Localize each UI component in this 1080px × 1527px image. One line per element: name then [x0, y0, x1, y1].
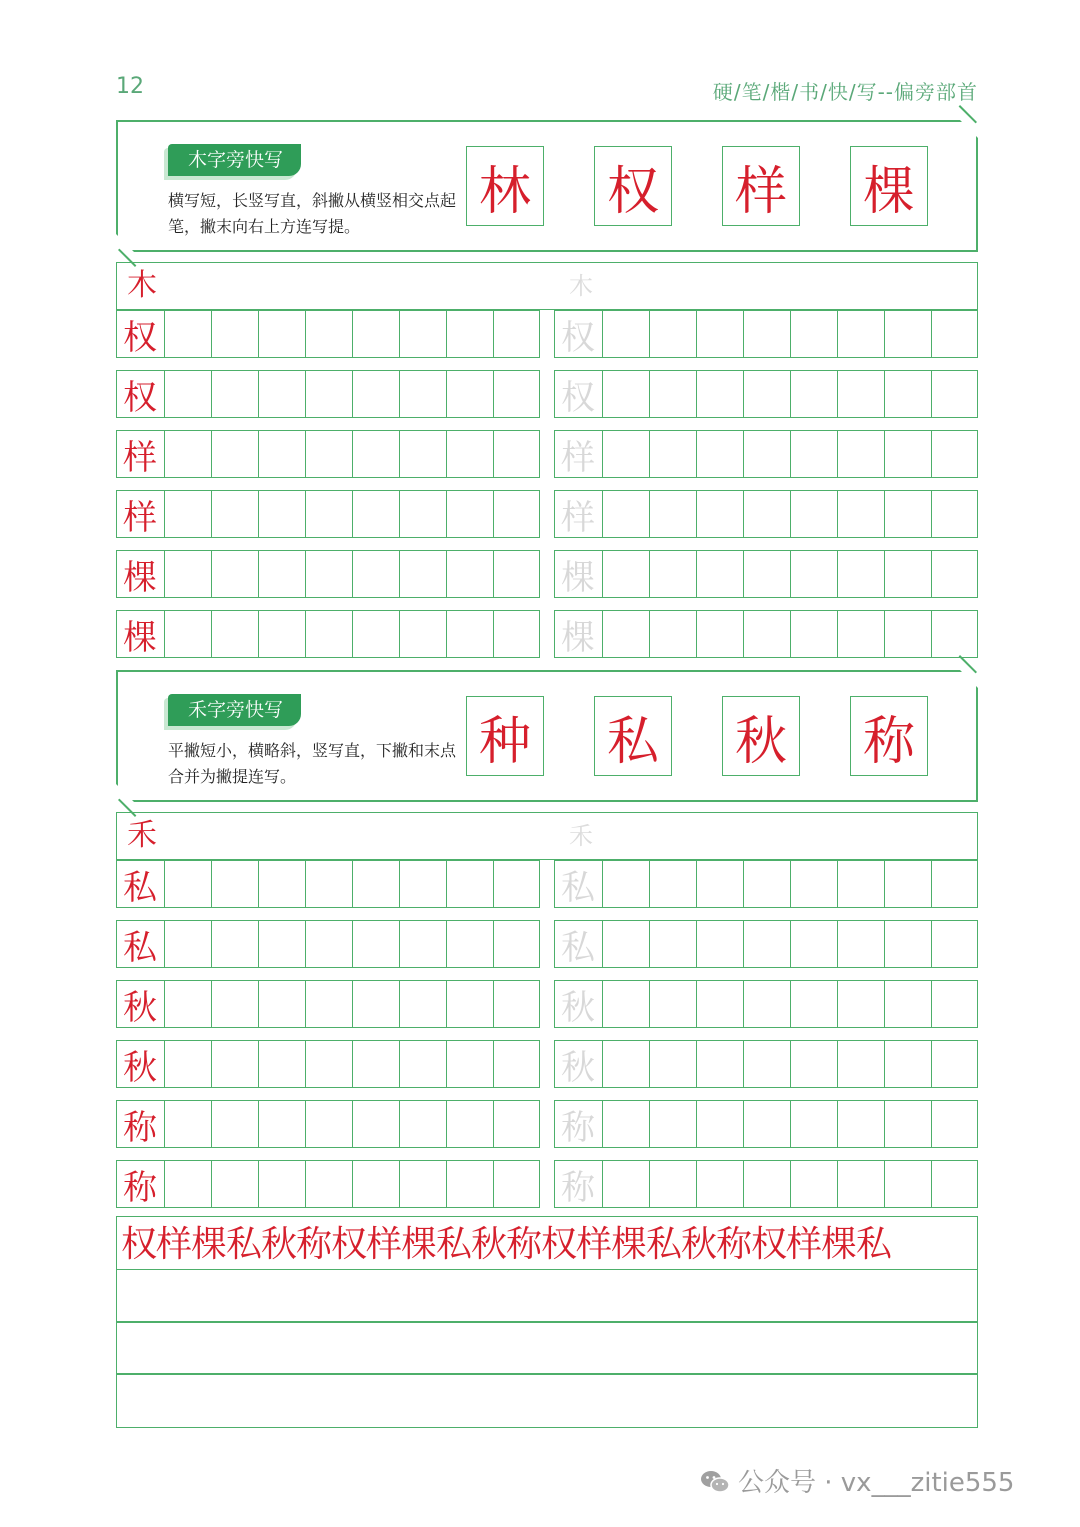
practice-row [116, 980, 540, 1028]
writing-cell[interactable] [743, 981, 790, 1027]
practice-row [116, 310, 540, 358]
writing-cell[interactable] [837, 371, 884, 417]
writing-cell[interactable] [352, 371, 399, 417]
writing-cell[interactable] [493, 371, 540, 417]
writing-cell[interactable] [164, 551, 211, 597]
writing-cell[interactable] [649, 551, 696, 597]
wechat-icon [700, 1469, 730, 1495]
watermark-text: 公众号 · vx___zitie555 [738, 1468, 1015, 1498]
trace-practice-row [554, 610, 978, 658]
writing-cell[interactable] [305, 921, 352, 967]
writing-cell[interactable] [790, 1041, 837, 1087]
practice-row [116, 1160, 540, 1208]
writing-cell[interactable] [602, 1041, 649, 1087]
writing-cell[interactable] [931, 491, 978, 537]
trace-practice-row [554, 980, 978, 1028]
blank-writing-line [116, 1322, 978, 1374]
writing-cell[interactable] [164, 431, 211, 477]
writing-cell[interactable] [837, 1041, 884, 1087]
writing-cell[interactable] [931, 1101, 978, 1147]
writing-cell[interactable] [211, 491, 258, 537]
trace-character: 称 [561, 1107, 595, 1148]
sample-character: 权 [123, 317, 157, 358]
sample-character: 棵 [123, 557, 157, 598]
model-character: 私 [594, 696, 672, 776]
writing-cell[interactable] [493, 1161, 540, 1207]
writing-cell[interactable] [884, 311, 931, 357]
writing-cell[interactable] [211, 861, 258, 907]
writing-cell[interactable] [305, 981, 352, 1027]
writing-cell[interactable] [399, 371, 446, 417]
writing-cell[interactable] [790, 981, 837, 1027]
writing-cell[interactable] [258, 431, 305, 477]
sample-character: 称 [123, 1107, 157, 1148]
sample-character: 样 [123, 437, 157, 478]
writing-cell[interactable] [884, 611, 931, 657]
writing-cell[interactable] [837, 431, 884, 477]
writing-cell[interactable] [164, 921, 211, 967]
writing-cell[interactable] [399, 311, 446, 357]
writing-cell[interactable] [399, 551, 446, 597]
writing-cell[interactable] [352, 611, 399, 657]
writing-cell[interactable] [837, 611, 884, 657]
writing-cell[interactable] [884, 981, 931, 1027]
model-character: 林 [466, 146, 544, 226]
writing-cell[interactable] [931, 1161, 978, 1207]
writing-cell[interactable] [649, 491, 696, 537]
writing-cell[interactable] [258, 371, 305, 417]
model-character: 秋 [722, 696, 800, 776]
writing-cell[interactable] [790, 491, 837, 537]
writing-cell[interactable] [258, 1041, 305, 1087]
writing-cell[interactable] [258, 981, 305, 1027]
writing-cell[interactable] [352, 1161, 399, 1207]
trace-character: 棵 [561, 557, 595, 598]
writing-cell[interactable] [258, 311, 305, 357]
writing-cell[interactable] [211, 551, 258, 597]
writing-cell[interactable] [602, 921, 649, 967]
model-character: 权 [594, 146, 672, 226]
writing-cell[interactable] [931, 861, 978, 907]
writing-cell[interactable] [884, 551, 931, 597]
writing-cell[interactable] [258, 551, 305, 597]
trace-practice-row [554, 490, 978, 538]
writing-cell[interactable] [211, 1101, 258, 1147]
writing-cell[interactable] [446, 551, 493, 597]
writing-cell[interactable] [493, 311, 540, 357]
writing-cell[interactable] [305, 311, 352, 357]
writing-cell[interactable] [352, 861, 399, 907]
writing-cell[interactable] [790, 861, 837, 907]
writing-cell[interactable] [837, 311, 884, 357]
model-character: 称 [850, 696, 928, 776]
writing-cell[interactable] [446, 1161, 493, 1207]
writing-cell[interactable] [602, 371, 649, 417]
writing-cell[interactable] [493, 431, 540, 477]
writing-cell[interactable] [352, 921, 399, 967]
radical-trace: 木 [569, 272, 593, 300]
writing-cell[interactable] [446, 921, 493, 967]
section-badge: 木字旁快写 [168, 144, 301, 176]
trace-character: 样 [561, 437, 595, 478]
trace-character: 秋 [561, 1047, 595, 1088]
trace-character: 称 [561, 1167, 595, 1208]
trace-character: 权 [561, 317, 595, 358]
writing-cell[interactable] [696, 1161, 743, 1207]
writing-cell[interactable] [493, 491, 540, 537]
model-character: 棵 [850, 146, 928, 226]
blank-writing-line [116, 1270, 978, 1322]
writing-cell[interactable] [602, 1101, 649, 1147]
writing-cell[interactable] [352, 431, 399, 477]
section-1-header-panel [116, 120, 978, 252]
writing-cell[interactable] [399, 611, 446, 657]
writing-cell[interactable] [696, 921, 743, 967]
trace-character: 私 [561, 927, 595, 968]
radical-row [116, 812, 978, 860]
writing-cell[interactable] [931, 371, 978, 417]
writing-cell[interactable] [305, 1161, 352, 1207]
writing-cell[interactable] [649, 311, 696, 357]
practice-row [116, 920, 540, 968]
writing-cell[interactable] [446, 431, 493, 477]
writing-cell[interactable] [743, 431, 790, 477]
writing-cell[interactable] [696, 551, 743, 597]
writing-cell[interactable] [743, 491, 790, 537]
writing-cell[interactable] [211, 1161, 258, 1207]
trace-practice-row [554, 430, 978, 478]
writing-cell[interactable] [211, 611, 258, 657]
writing-cell[interactable] [164, 981, 211, 1027]
section-2-header-panel [116, 670, 978, 802]
writing-cell[interactable] [649, 981, 696, 1027]
writing-cell[interactable] [743, 611, 790, 657]
trace-character: 棵 [561, 617, 595, 658]
trace-practice-row [554, 370, 978, 418]
writing-cell[interactable] [743, 861, 790, 907]
writing-cell[interactable] [884, 431, 931, 477]
writing-cell[interactable] [931, 921, 978, 967]
writing-cell[interactable] [884, 921, 931, 967]
writing-cell[interactable] [884, 1041, 931, 1087]
writing-cell[interactable] [649, 861, 696, 907]
practice-row [116, 370, 540, 418]
writing-cell[interactable] [696, 1041, 743, 1087]
sample-character: 棵 [123, 617, 157, 658]
writing-cell[interactable] [837, 981, 884, 1027]
writing-cell[interactable] [743, 371, 790, 417]
writing-cell[interactable] [493, 551, 540, 597]
writing-cell[interactable] [837, 1161, 884, 1207]
writing-cell[interactable] [884, 371, 931, 417]
writing-cell[interactable] [446, 1101, 493, 1147]
writing-cell[interactable] [258, 1101, 305, 1147]
writing-cell[interactable] [790, 921, 837, 967]
trace-practice-row [554, 550, 978, 598]
section-description: 平撇短小，横略斜，竖写直，下撇和末点合并为撇提连写。 [168, 741, 457, 786]
writing-cell[interactable] [493, 861, 540, 907]
writing-cell[interactable] [837, 491, 884, 537]
sample-character: 称 [123, 1167, 157, 1208]
writing-cell[interactable] [352, 551, 399, 597]
writing-cell[interactable] [399, 1041, 446, 1087]
writing-cell[interactable] [399, 431, 446, 477]
section-description: 横写短，长竖写直，斜撇从横竖相交点起笔，撇末向右上方连写提。 [168, 191, 457, 236]
writing-cell[interactable] [649, 921, 696, 967]
model-character: 样 [722, 146, 800, 226]
writing-cell[interactable] [602, 861, 649, 907]
writing-cell[interactable] [696, 491, 743, 537]
writing-cell[interactable] [164, 1101, 211, 1147]
writing-cell[interactable] [164, 861, 211, 907]
radical-sample: 木 [127, 268, 157, 303]
writing-cell[interactable] [258, 861, 305, 907]
trace-practice-row [554, 1100, 978, 1148]
writing-cell[interactable] [164, 1041, 211, 1087]
writing-cell[interactable] [743, 1161, 790, 1207]
sample-character: 私 [123, 927, 157, 968]
trace-practice-row [554, 1040, 978, 1088]
writing-cell[interactable] [352, 1041, 399, 1087]
passage-row [116, 1216, 978, 1270]
writing-cell[interactable] [696, 611, 743, 657]
writing-cell[interactable] [790, 431, 837, 477]
radical-sample: 禾 [127, 818, 157, 853]
writing-cell[interactable] [164, 1161, 211, 1207]
writing-cell[interactable] [305, 861, 352, 907]
writing-cell[interactable] [649, 1041, 696, 1087]
writing-cell[interactable] [305, 431, 352, 477]
writing-cell[interactable] [602, 1161, 649, 1207]
practice-row [116, 1100, 540, 1148]
writing-cell[interactable] [305, 551, 352, 597]
writing-cell[interactable] [602, 551, 649, 597]
writing-cell[interactable] [352, 311, 399, 357]
model-character: 种 [466, 696, 544, 776]
sample-character: 样 [123, 497, 157, 538]
writing-cell[interactable] [790, 611, 837, 657]
writing-cell[interactable] [211, 311, 258, 357]
running-title: 硬/笔/楷/书/快/写--偏旁部首 [712, 80, 978, 104]
writing-cell[interactable] [399, 491, 446, 537]
writing-cell[interactable] [446, 311, 493, 357]
section-badge: 禾字旁快写 [168, 694, 301, 726]
sample-character: 秋 [123, 1047, 157, 1088]
writing-cell[interactable] [602, 431, 649, 477]
writing-cell[interactable] [602, 491, 649, 537]
writing-cell[interactable] [884, 861, 931, 907]
writing-cell[interactable] [352, 491, 399, 537]
radical-row [116, 262, 978, 310]
writing-cell[interactable] [696, 431, 743, 477]
sample-character: 私 [123, 867, 157, 908]
trace-practice-row [554, 920, 978, 968]
writing-cell[interactable] [493, 981, 540, 1027]
writing-cell[interactable] [696, 1101, 743, 1147]
writing-cell[interactable] [931, 551, 978, 597]
writing-cell[interactable] [305, 1041, 352, 1087]
writing-cell[interactable] [790, 311, 837, 357]
writing-cell[interactable] [696, 371, 743, 417]
writing-cell[interactable] [837, 921, 884, 967]
writing-cell[interactable] [649, 1101, 696, 1147]
writing-cell[interactable] [743, 921, 790, 967]
writing-cell[interactable] [164, 311, 211, 357]
writing-cell[interactable] [305, 371, 352, 417]
writing-cell[interactable] [399, 1101, 446, 1147]
writing-cell[interactable] [258, 611, 305, 657]
writing-cell[interactable] [258, 1161, 305, 1207]
writing-cell[interactable] [305, 1101, 352, 1147]
writing-cell[interactable] [305, 491, 352, 537]
radical-trace: 禾 [569, 822, 593, 850]
writing-cell[interactable] [884, 1101, 931, 1147]
writing-cell[interactable] [884, 1161, 931, 1207]
trace-character: 样 [561, 497, 595, 538]
writing-cell[interactable] [352, 1101, 399, 1147]
writing-cell[interactable] [352, 981, 399, 1027]
blank-writing-line [116, 1374, 978, 1428]
practice-row [116, 1040, 540, 1088]
writing-cell[interactable] [649, 431, 696, 477]
writing-cell[interactable] [211, 431, 258, 477]
page-number: 12 [116, 74, 144, 99]
writing-cell[interactable] [743, 1101, 790, 1147]
writing-cell[interactable] [790, 1101, 837, 1147]
writing-cell[interactable] [305, 611, 352, 657]
writing-cell[interactable] [399, 921, 446, 967]
writing-cell[interactable] [493, 1101, 540, 1147]
writing-cell[interactable] [743, 311, 790, 357]
writing-cell[interactable] [696, 311, 743, 357]
writing-cell[interactable] [493, 611, 540, 657]
writing-cell[interactable] [258, 921, 305, 967]
writing-cell[interactable] [931, 311, 978, 357]
writing-cell[interactable] [837, 551, 884, 597]
writing-cell[interactable] [164, 491, 211, 537]
writing-cell[interactable] [884, 491, 931, 537]
practice-row [116, 860, 540, 908]
writing-cell[interactable] [493, 921, 540, 967]
writing-cell[interactable] [446, 491, 493, 537]
trace-character: 权 [561, 377, 595, 418]
writing-cell[interactable] [211, 981, 258, 1027]
trace-practice-row [554, 860, 978, 908]
writing-cell[interactable] [258, 491, 305, 537]
practice-row [116, 430, 540, 478]
writing-cell[interactable] [931, 611, 978, 657]
writing-cell[interactable] [931, 1041, 978, 1087]
writing-cell[interactable] [164, 371, 211, 417]
practice-row [116, 610, 540, 658]
writing-cell[interactable] [211, 1041, 258, 1087]
sample-character: 权 [123, 377, 157, 418]
writing-cell[interactable] [211, 921, 258, 967]
writing-cell[interactable] [696, 861, 743, 907]
trace-practice-row [554, 310, 978, 358]
practice-row [116, 550, 540, 598]
writing-cell[interactable] [211, 371, 258, 417]
writing-cell[interactable] [602, 611, 649, 657]
practice-passage: 权样棵私秋称权样棵私秋称权样棵私秋称权样棵私 [121, 1224, 892, 1265]
writing-cell[interactable] [446, 371, 493, 417]
writing-cell[interactable] [399, 861, 446, 907]
writing-cell[interactable] [790, 371, 837, 417]
writing-cell[interactable] [743, 551, 790, 597]
writing-cell[interactable] [696, 981, 743, 1027]
writing-cell[interactable] [649, 1161, 696, 1207]
trace-character: 秋 [561, 987, 595, 1028]
writing-cell[interactable] [446, 981, 493, 1027]
writing-cell[interactable] [790, 1161, 837, 1207]
sample-character: 秋 [123, 987, 157, 1028]
writing-cell[interactable] [446, 611, 493, 657]
writing-cell[interactable] [790, 551, 837, 597]
writing-cell[interactable] [602, 311, 649, 357]
writing-cell[interactable] [493, 1041, 540, 1087]
writing-cell[interactable] [446, 1041, 493, 1087]
writing-cell[interactable] [837, 861, 884, 907]
writing-cell[interactable] [399, 981, 446, 1027]
writing-cell[interactable] [649, 371, 696, 417]
writing-cell[interactable] [602, 981, 649, 1027]
trace-character: 私 [561, 867, 595, 908]
practice-row [116, 490, 540, 538]
writing-cell[interactable] [931, 981, 978, 1027]
writing-cell[interactable] [446, 861, 493, 907]
writing-cell[interactable] [743, 1041, 790, 1087]
writing-cell[interactable] [649, 611, 696, 657]
writing-cell[interactable] [931, 431, 978, 477]
watermark [700, 1462, 1014, 1499]
writing-cell[interactable] [837, 1101, 884, 1147]
writing-cell[interactable] [399, 1161, 446, 1207]
trace-practice-row [554, 1160, 978, 1208]
writing-cell[interactable] [164, 611, 211, 657]
